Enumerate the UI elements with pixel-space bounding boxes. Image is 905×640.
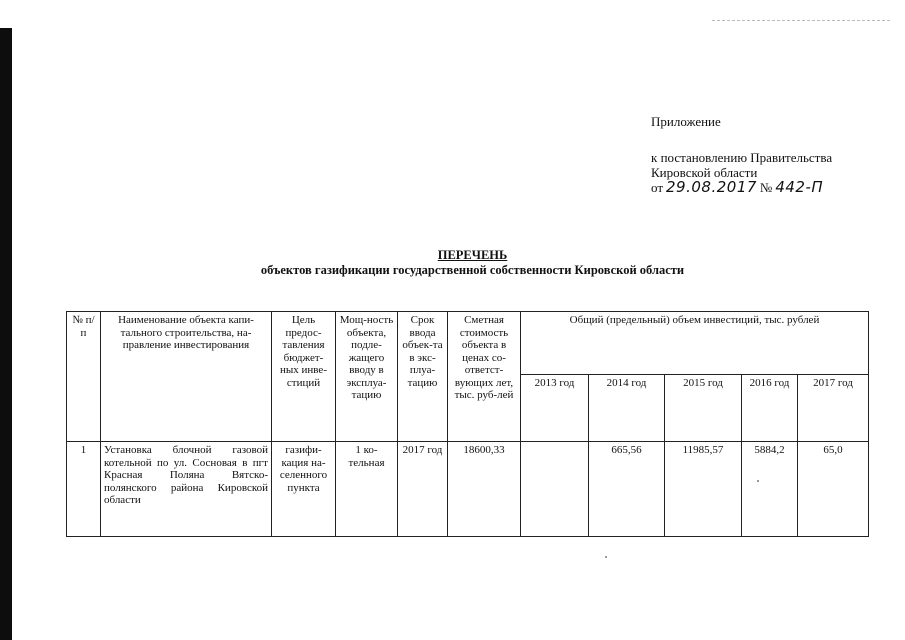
scan-speck — [605, 556, 607, 558]
header-term: Срок ввода объек-та в экс-плуа-тацию — [398, 312, 448, 442]
handwritten-date: 29.08.2017 — [666, 178, 757, 196]
cell-2016: 5884,2 — [742, 442, 798, 537]
gasification-table — [66, 311, 869, 537]
cell-num: 1 — [67, 442, 101, 537]
cell-2014: 665,56 — [589, 442, 665, 537]
scan-top-line — [712, 20, 890, 21]
header-year-2015: 2015 год — [665, 375, 742, 442]
header-cost: Сметная стоимость объекта в ценах со-ответст-вующих лет, тыс. руб-лей — [448, 312, 521, 442]
appendix-date-line — [651, 180, 832, 195]
header-num: № п/п — [67, 312, 101, 442]
header-investment-group: Общий (предельный) объем инвестиций, тыс. рублей — [521, 312, 869, 375]
number-prefix: № — [759, 180, 773, 195]
header-capacity: Мощ-ность объекта, подле-жащего вводу в эксплуа-тацию — [336, 312, 398, 442]
cell-purpose: газифи-кация на-селенного пункта — [272, 442, 336, 537]
appendix-block — [651, 114, 832, 195]
document-title-block — [0, 248, 905, 278]
cell-capacity: 1 ко-тельная — [336, 442, 398, 537]
scan-speck — [757, 480, 759, 482]
document-subtitle: объектов газификации государственной собственности Кировской области — [260, 263, 685, 277]
appendix-line-1: к постановлению Правительства — [651, 150, 833, 165]
cell-cost: 18600,33 — [448, 442, 521, 537]
header-year-2014: 2014 год — [589, 375, 665, 442]
scan-edge-shadow — [0, 28, 12, 640]
handwritten-number: 442-П — [775, 178, 824, 196]
table-header-row — [67, 312, 869, 375]
cell-2017: 65,0 — [798, 442, 869, 537]
document-title: ПЕРЕЧЕНЬ — [437, 248, 508, 262]
appendix-line-2: Кировской области — [651, 165, 758, 180]
header-year-2013: 2013 год — [521, 375, 589, 442]
header-year-2016: 2016 год — [742, 375, 798, 442]
header-name: Наименование объекта капи-тального строительства, на-правление инвестирования — [101, 312, 272, 442]
header-year-2017: 2017 год — [798, 375, 869, 442]
cell-2013 — [521, 442, 589, 537]
cell-term: 2017 год — [398, 442, 448, 537]
appendix-title: Приложение — [651, 114, 721, 129]
table-row — [67, 442, 869, 537]
cell-2015: 11985,57 — [665, 442, 742, 537]
date-prefix: от — [651, 180, 664, 195]
header-purpose: Цель предос-тавления бюджет-ных инве-стиций — [272, 312, 336, 442]
cell-name: Установка блочной газовой котельной по ул. Сосновая в пгт Красная Поляна Вятско-полянского района Кировской области — [101, 442, 272, 537]
